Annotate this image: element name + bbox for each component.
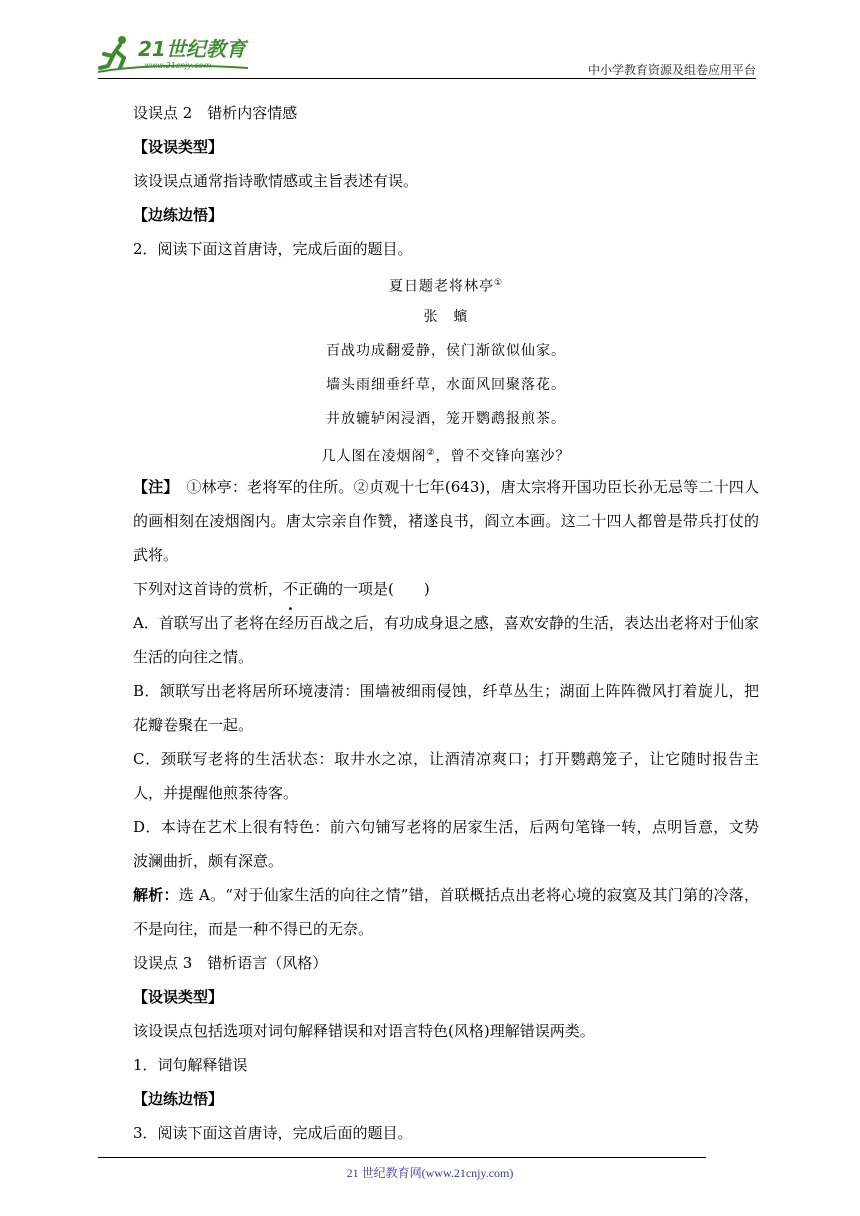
poem-title: 夏日题老将林亭① [388, 278, 504, 295]
site-logo [98, 32, 258, 76]
option-b: B．颔联写出老将居所环境凄清：围墙被细雨侵蚀，纤草丛生；湖面上阵阵微风打着旋儿，把花瓣卷聚在一起。 [133, 682, 759, 734]
s3-sub-1: 1．词句解释错误 [133, 1056, 248, 1074]
option-c: C．颈联写老将的生活状态：取井水之凉，让酒清凉爽口；打开鹦鹉笼子，让它随时报告主人，并提醒他煎茶待客。 [133, 750, 759, 802]
option-d: D．本诗在艺术上很有特色：前六句铺写老将的居家生活，后两句笔锋一转，点明旨意，文势波澜曲折，颇有深意。 [133, 818, 759, 870]
s3-type-text: 该设误点包括选项对词句解释错误和对语言特色(风格)理解错误两类。 [133, 1022, 595, 1040]
poem-line-3: 井放辘轳闲浸酒，笼开鹦鹉报煎茶。 [326, 411, 566, 427]
svg-text:www.21cnjy.com: www.21cnjy.com [144, 61, 212, 70]
section-2-title: 设误点 2 错析内容情感 [133, 104, 298, 122]
s2-practice-label: 【边练边悟】 [133, 206, 224, 224]
header-divider [98, 78, 756, 79]
q3-intro: 3．阅读下面这首唐诗，完成后面的题目。 [133, 1124, 413, 1142]
q2-stem: 下列对这首诗的赏析，不正确的一项是( ) [133, 580, 430, 598]
q2-intro: 2．阅读下面这首唐诗，完成后面的题目。 [133, 240, 413, 258]
s2-type-text: 该设误点通常指诗歌情感或主旨表述有误。 [133, 172, 419, 190]
main-content [133, 96, 759, 1150]
poem-line-2: 墙头雨细垂纤草，水面风回聚落花。 [326, 377, 566, 393]
poem-notes: 【注】 ①林亭：老将军的住所。②贞观十七年(643)，唐太宗将开国功臣长孙无忌等二十四人的画相刻在凌烟阁内。唐太宗亲自作赞，褚遂良书，阎立本画。这二十四人都曾是带兵打仗的武将。 [133, 478, 759, 564]
footer-divider [98, 1157, 706, 1158]
poem-line-4: 几人图在凌烟阁②，曾不交锋向塞沙？ [321, 448, 571, 465]
option-a: A．首联写出了老将在经历百战之后，有功成身退之感，喜欢安静的生活，表达出老将对于仙家生活的向往之情。 [133, 614, 759, 666]
svg-text:21世纪教育: 21世纪教育 [138, 37, 246, 61]
page-header [0, 0, 860, 80]
s3-type-label: 【设误类型】 [133, 988, 224, 1006]
answer-analysis: 解析：选 A。“对于仙家生活的向往之情”错，首联概括点出老将心境的寂寞及其门第的冷落，不是向往，而是一种不得已的无奈。 [133, 886, 759, 938]
s2-type-label: 【设误类型】 [133, 138, 224, 156]
s3-practice-label: 【边练边悟】 [133, 1090, 224, 1108]
platform-name: 中小学教育资源及组卷应用平台 [587, 63, 756, 77]
poem-line-1: 百战功成翻爱静，侯门渐欲似仙家。 [326, 343, 566, 359]
section-3-title: 设误点 3 错析语言（风格） [133, 954, 328, 972]
poem-author: 张 蠙 [423, 309, 469, 325]
footer-text: 21 世纪教育网(www.21cnjy.com) [346, 1166, 514, 1180]
